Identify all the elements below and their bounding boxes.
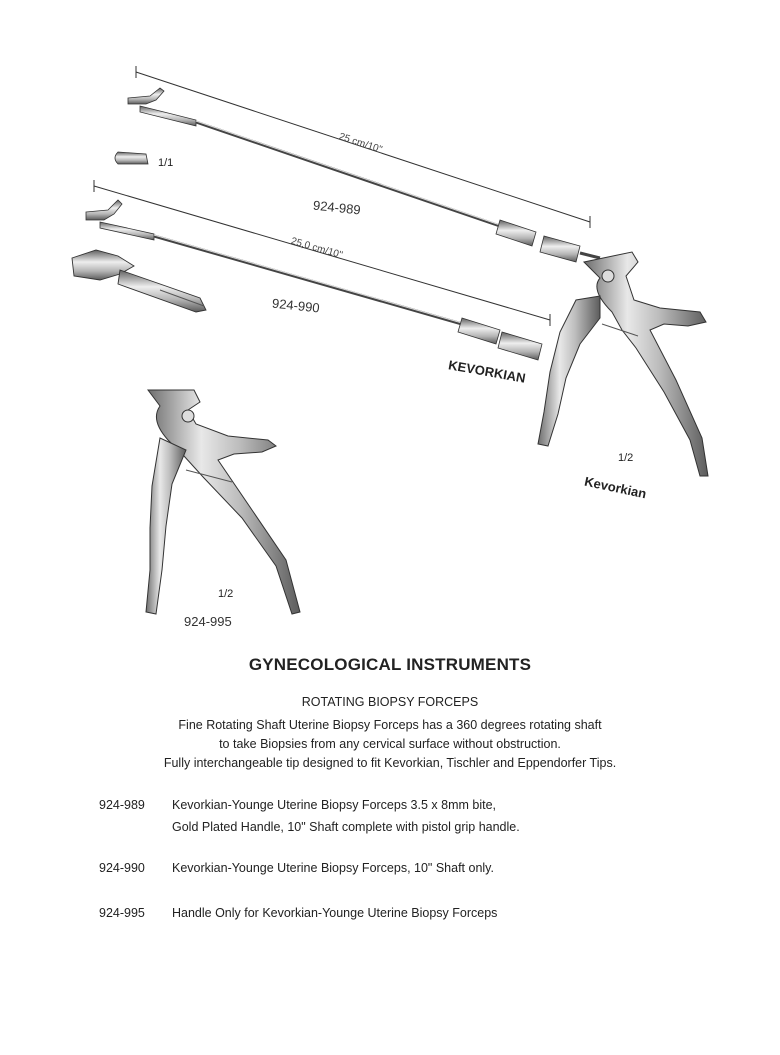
product-description-line: Gold Plated Handle, 10" Shaft complete with pistol grip handle. bbox=[172, 820, 520, 834]
long-forceps-dimension: 25 cm/10'' bbox=[337, 131, 384, 156]
page-subtitle: ROTATING BIOPSY FORCEPS bbox=[301, 695, 479, 709]
description bbox=[0, 716, 780, 773]
product-code: 924-995 bbox=[99, 906, 145, 920]
jaw-detail bbox=[72, 250, 206, 312]
pistol-handle-left bbox=[146, 390, 300, 614]
shaft-dimension: 25,0 cm/10'' bbox=[289, 235, 344, 262]
shaft-brand: KEVORKIAN bbox=[447, 357, 527, 386]
pistol-handle-right bbox=[538, 252, 708, 476]
tip-detail-scale: 1/1 bbox=[158, 157, 174, 169]
description-line: to take Biopsies from any cervical surface without obstruction. bbox=[219, 737, 561, 751]
product-description bbox=[172, 857, 494, 879]
product-description bbox=[172, 902, 497, 924]
product-description-line: Kevorkian-Younge Uterine Biopsy Forceps 3.5 x 8mm bite, bbox=[172, 798, 497, 812]
handle-left-scale: 1/2 bbox=[218, 588, 234, 600]
product-code: 924-989 bbox=[99, 798, 145, 812]
product-description-line: Kevorkian-Younge Uterine Biopsy Forceps, 10" Shaft only. bbox=[172, 861, 494, 875]
long-forceps-code: 924-989 bbox=[312, 197, 362, 218]
tip-detail bbox=[115, 152, 148, 164]
product-description bbox=[172, 794, 520, 838]
handle-right-scale: 1/2 bbox=[618, 452, 634, 464]
product-description-line: Handle Only for Kevorkian-Younge Uterine Biopsy Forceps bbox=[172, 906, 498, 920]
handle-right-brand: Kevorkian bbox=[583, 473, 648, 502]
product-code: 924-990 bbox=[99, 861, 145, 875]
page-title: GYNECOLOGICAL INSTRUMENTS bbox=[248, 655, 532, 674]
shaft-924-990 bbox=[86, 197, 542, 360]
handle-left-code: 924-995 bbox=[184, 614, 232, 629]
shaft-code: 924-990 bbox=[271, 295, 321, 316]
description-line: Fully interchangeable tip designed to fit Kevorkian, Tischler and Eppendorfer Tips. bbox=[163, 756, 617, 770]
long-forceps-924-989 bbox=[128, 88, 600, 262]
description-line: Fine Rotating Shaft Uterine Biopsy Forceps has a 360 degrees rotating shaft bbox=[178, 718, 602, 732]
